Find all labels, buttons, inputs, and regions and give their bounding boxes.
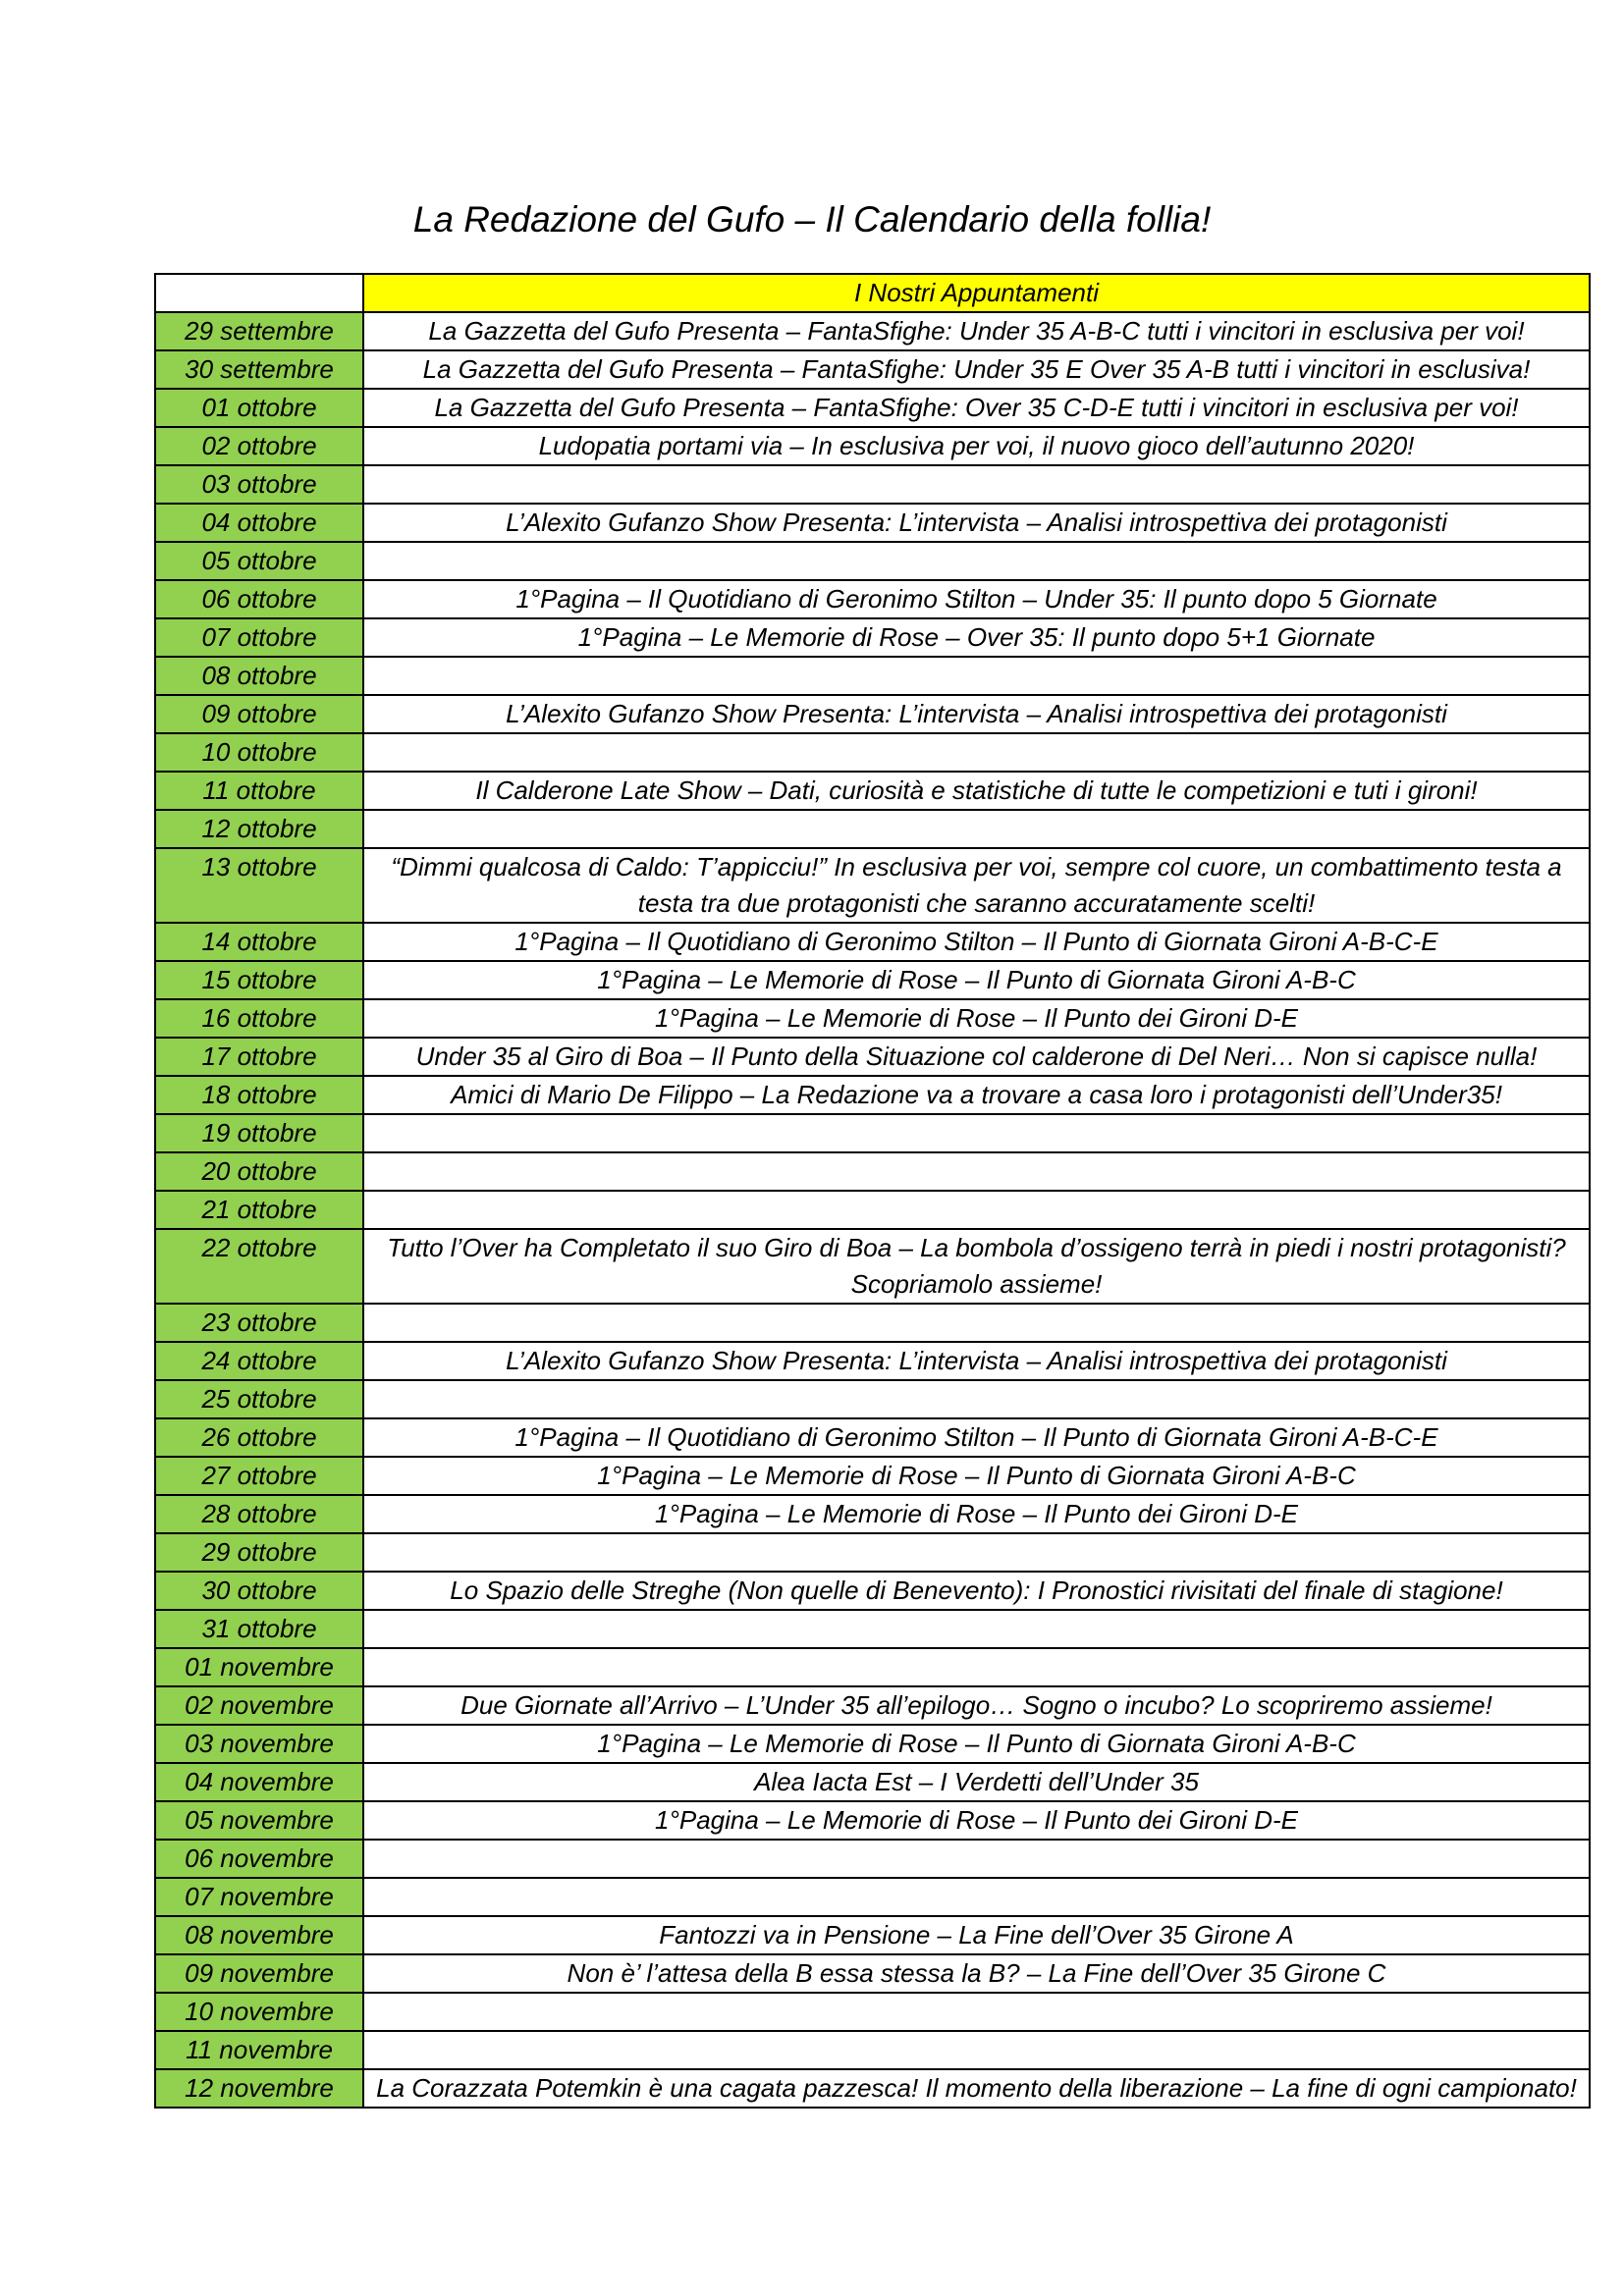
date-cell: 14 ottobre <box>155 923 363 961</box>
event-cell <box>363 1114 1590 1152</box>
event-cell: Alea Iacta Est – I Verdetti dell’Under 35 <box>363 1763 1590 1801</box>
date-cell: 06 ottobre <box>155 580 363 618</box>
date-cell: 05 novembre <box>155 1801 363 1840</box>
table-row <box>155 961 1590 999</box>
event-cell <box>363 1840 1590 1878</box>
table-row <box>155 1304 1590 1342</box>
table-row <box>155 733 1590 772</box>
calendar-body <box>155 274 1590 2108</box>
table-row <box>155 1038 1590 1076</box>
table-row <box>155 2069 1590 2108</box>
table-row <box>155 312 1590 350</box>
date-cell: 02 ottobre <box>155 427 363 465</box>
event-cell: Non è’ l’attesa della B essa stessa la B? – La Fine dell’Over 35 Girone C <box>363 1954 1590 1993</box>
date-cell: 09 ottobre <box>155 695 363 733</box>
date-cell: 01 ottobre <box>155 389 363 427</box>
event-cell <box>363 733 1590 772</box>
table-row <box>155 1686 1590 1725</box>
event-cell <box>363 1152 1590 1191</box>
date-cell: 30 settembre <box>155 350 363 389</box>
table-row <box>155 1993 1590 2031</box>
event-cell: La Gazzetta del Gufo Presenta – FantaSfighe: Over 35 C-D-E tutti i vincitori in esclusiva per voi! <box>363 389 1590 427</box>
event-cell <box>363 1191 1590 1229</box>
date-cell: 07 ottobre <box>155 618 363 657</box>
table-row <box>155 542 1590 580</box>
event-cell: 1°Pagina – Le Memorie di Rose – Il Punto di Giornata Gironi A-B-C <box>363 1457 1590 1495</box>
date-cell: 18 ottobre <box>155 1076 363 1114</box>
event-cell <box>363 1533 1590 1572</box>
date-cell: 26 ottobre <box>155 1418 363 1457</box>
date-cell: 10 ottobre <box>155 733 363 772</box>
table-row <box>155 389 1590 427</box>
date-cell: 10 novembre <box>155 1993 363 2031</box>
event-cell <box>363 1610 1590 1648</box>
event-cell: L’Alexito Gufanzo Show Presenta: L’intervista – Analisi introspettiva dei protagonisti <box>363 1342 1590 1380</box>
table-row <box>155 2031 1590 2069</box>
date-cell: 08 ottobre <box>155 657 363 695</box>
event-cell: La Gazzetta del Gufo Presenta – FantaSfighe: Under 35 E Over 35 A-B tutti i vincitori in esclusiva! <box>363 350 1590 389</box>
date-cell: 22 ottobre <box>155 1229 363 1304</box>
date-cell: 17 ottobre <box>155 1038 363 1076</box>
event-cell <box>363 1878 1590 1916</box>
calendar-table <box>154 273 1591 2109</box>
date-cell: 16 ottobre <box>155 999 363 1038</box>
header-label-cell: I Nostri Appuntamenti <box>363 274 1590 312</box>
table-row <box>155 1380 1590 1418</box>
table-row <box>155 350 1590 389</box>
event-cell: 1°Pagina – Il Quotidiano di Geronimo Stilton – Under 35: Il punto dopo 5 Giornate <box>363 580 1590 618</box>
date-cell: 13 ottobre <box>155 848 363 923</box>
event-cell: Fantozzi va in Pensione – La Fine dell’Over 35 Girone A <box>363 1916 1590 1954</box>
event-cell <box>363 1304 1590 1342</box>
event-cell <box>363 1993 1590 2031</box>
event-cell: 1°Pagina – Le Memorie di Rose – Il Punto dei Gironi D-E <box>363 999 1590 1038</box>
event-cell: Under 35 al Giro di Boa – Il Punto della Situazione col calderone di Del Neri… Non si capisce nulla! <box>363 1038 1590 1076</box>
date-cell: 30 ottobre <box>155 1572 363 1610</box>
table-row <box>155 695 1590 733</box>
date-cell: 06 novembre <box>155 1840 363 1878</box>
event-cell: 1°Pagina – Le Memorie di Rose – Over 35: Il punto dopo 5+1 Giornate <box>363 618 1590 657</box>
table-row <box>155 1763 1590 1801</box>
date-cell: 28 ottobre <box>155 1495 363 1533</box>
event-cell: Due Giornate all’Arrivo – L’Under 35 all’epilogo… Sogno o incubo? Lo scopriremo assieme! <box>363 1686 1590 1725</box>
date-cell: 02 novembre <box>155 1686 363 1725</box>
table-row <box>155 1801 1590 1840</box>
event-cell: Tutto l’Over ha Completato il suo Giro di Boa – La bombola d’ossigeno terrà in piedi i nostri protagonisti? Scopriamolo assieme! <box>363 1229 1590 1304</box>
table-row <box>155 848 1590 923</box>
table-row <box>155 772 1590 810</box>
event-cell <box>363 1380 1590 1418</box>
event-cell <box>363 1648 1590 1686</box>
table-row <box>155 999 1590 1038</box>
date-cell: 24 ottobre <box>155 1342 363 1380</box>
table-row <box>155 1191 1590 1229</box>
table-row <box>155 1229 1590 1304</box>
date-cell: 09 novembre <box>155 1954 363 1993</box>
event-cell <box>363 2031 1590 2069</box>
table-row <box>155 465 1590 504</box>
table-row <box>155 1725 1590 1763</box>
event-cell: Il Calderone Late Show – Dati, curiosità e statistiche di tutte le competizioni e tuti i gironi! <box>363 772 1590 810</box>
date-cell: 20 ottobre <box>155 1152 363 1191</box>
event-cell: La Corazzata Potemkin è una cagata pazzesca! Il momento della liberazione – La fine di ogni campionato! <box>363 2069 1590 2108</box>
date-cell: 07 novembre <box>155 1878 363 1916</box>
date-cell: 08 novembre <box>155 1916 363 1954</box>
table-row <box>155 923 1590 961</box>
date-cell: 21 ottobre <box>155 1191 363 1229</box>
date-cell: 01 novembre <box>155 1648 363 1686</box>
header-blank-cell <box>155 274 363 312</box>
table-header-row <box>155 274 1590 312</box>
table-row <box>155 1495 1590 1533</box>
event-cell: Lo Spazio delle Streghe (Non quelle di Benevento): I Pronostici rivisitati del finale di stagione! <box>363 1572 1590 1610</box>
event-cell <box>363 810 1590 848</box>
table-row <box>155 1457 1590 1495</box>
event-cell <box>363 657 1590 695</box>
date-cell: 23 ottobre <box>155 1304 363 1342</box>
table-row <box>155 1610 1590 1648</box>
event-cell: 1°Pagina – Le Memorie di Rose – Il Punto dei Gironi D-E <box>363 1801 1590 1840</box>
table-row <box>155 1648 1590 1686</box>
date-cell: 03 ottobre <box>155 465 363 504</box>
table-row <box>155 427 1590 465</box>
date-cell: 25 ottobre <box>155 1380 363 1418</box>
date-cell: 31 ottobre <box>155 1610 363 1648</box>
date-cell: 19 ottobre <box>155 1114 363 1152</box>
date-cell: 03 novembre <box>155 1725 363 1763</box>
event-cell: Ludopatia portami via – In esclusiva per voi, il nuovo gioco dell’autunno 2020! <box>363 427 1590 465</box>
date-cell: 11 novembre <box>155 2031 363 2069</box>
event-cell: 1°Pagina – Le Memorie di Rose – Il Punto dei Gironi D-E <box>363 1495 1590 1533</box>
date-cell: 29 ottobre <box>155 1533 363 1572</box>
table-row <box>155 1152 1590 1191</box>
table-row <box>155 1114 1590 1152</box>
event-cell: La Gazzetta del Gufo Presenta – FantaSfighe: Under 35 A-B-C tutti i vincitori in esclusiva per voi! <box>363 312 1590 350</box>
date-cell: 04 ottobre <box>155 504 363 542</box>
table-row <box>155 657 1590 695</box>
table-row <box>155 1572 1590 1610</box>
table-row <box>155 1342 1590 1380</box>
event-cell <box>363 542 1590 580</box>
event-cell <box>363 465 1590 504</box>
table-row <box>155 504 1590 542</box>
event-cell: “Dimmi qualcosa di Caldo: T’appicciu!” In esclusiva per voi, sempre col cuore, un combattimento testa a testa tra due protagonisti che saranno accuratamente scelti! <box>363 848 1590 923</box>
event-cell: Amici di Mario De Filippo – La Redazione va a trovare a casa loro i protagonisti dell’Under35! <box>363 1076 1590 1114</box>
table-row <box>155 810 1590 848</box>
event-cell: 1°Pagina – Le Memorie di Rose – Il Punto di Giornata Gironi A-B-C <box>363 1725 1590 1763</box>
table-row <box>155 618 1590 657</box>
table-row <box>155 1954 1590 1993</box>
table-row <box>155 580 1590 618</box>
event-cell: L’Alexito Gufanzo Show Presenta: L’intervista – Analisi introspettiva dei protagonisti <box>363 504 1590 542</box>
event-cell: 1°Pagina – Il Quotidiano di Geronimo Stilton – Il Punto di Giornata Gironi A-B-C-E <box>363 923 1590 961</box>
date-cell: 29 settembre <box>155 312 363 350</box>
table-row <box>155 1533 1590 1572</box>
event-cell: 1°Pagina – Le Memorie di Rose – Il Punto di Giornata Gironi A-B-C <box>363 961 1590 999</box>
event-cell: L’Alexito Gufanzo Show Presenta: L’intervista – Analisi introspettiva dei protagonisti <box>363 695 1590 733</box>
table-row <box>155 1418 1590 1457</box>
date-cell: 04 novembre <box>155 1763 363 1801</box>
date-cell: 05 ottobre <box>155 542 363 580</box>
table-row <box>155 1878 1590 1916</box>
table-row <box>155 1840 1590 1878</box>
date-cell: 11 ottobre <box>155 772 363 810</box>
event-cell: 1°Pagina – Il Quotidiano di Geronimo Stilton – Il Punto di Giornata Gironi A-B-C-E <box>363 1418 1590 1457</box>
date-cell: 12 ottobre <box>155 810 363 848</box>
date-cell: 27 ottobre <box>155 1457 363 1495</box>
date-cell: 12 novembre <box>155 2069 363 2108</box>
table-row <box>155 1076 1590 1114</box>
table-row <box>155 1916 1590 1954</box>
date-cell: 15 ottobre <box>155 961 363 999</box>
page-title: La Redazione del Gufo – Il Calendario della follia! <box>412 199 1212 240</box>
